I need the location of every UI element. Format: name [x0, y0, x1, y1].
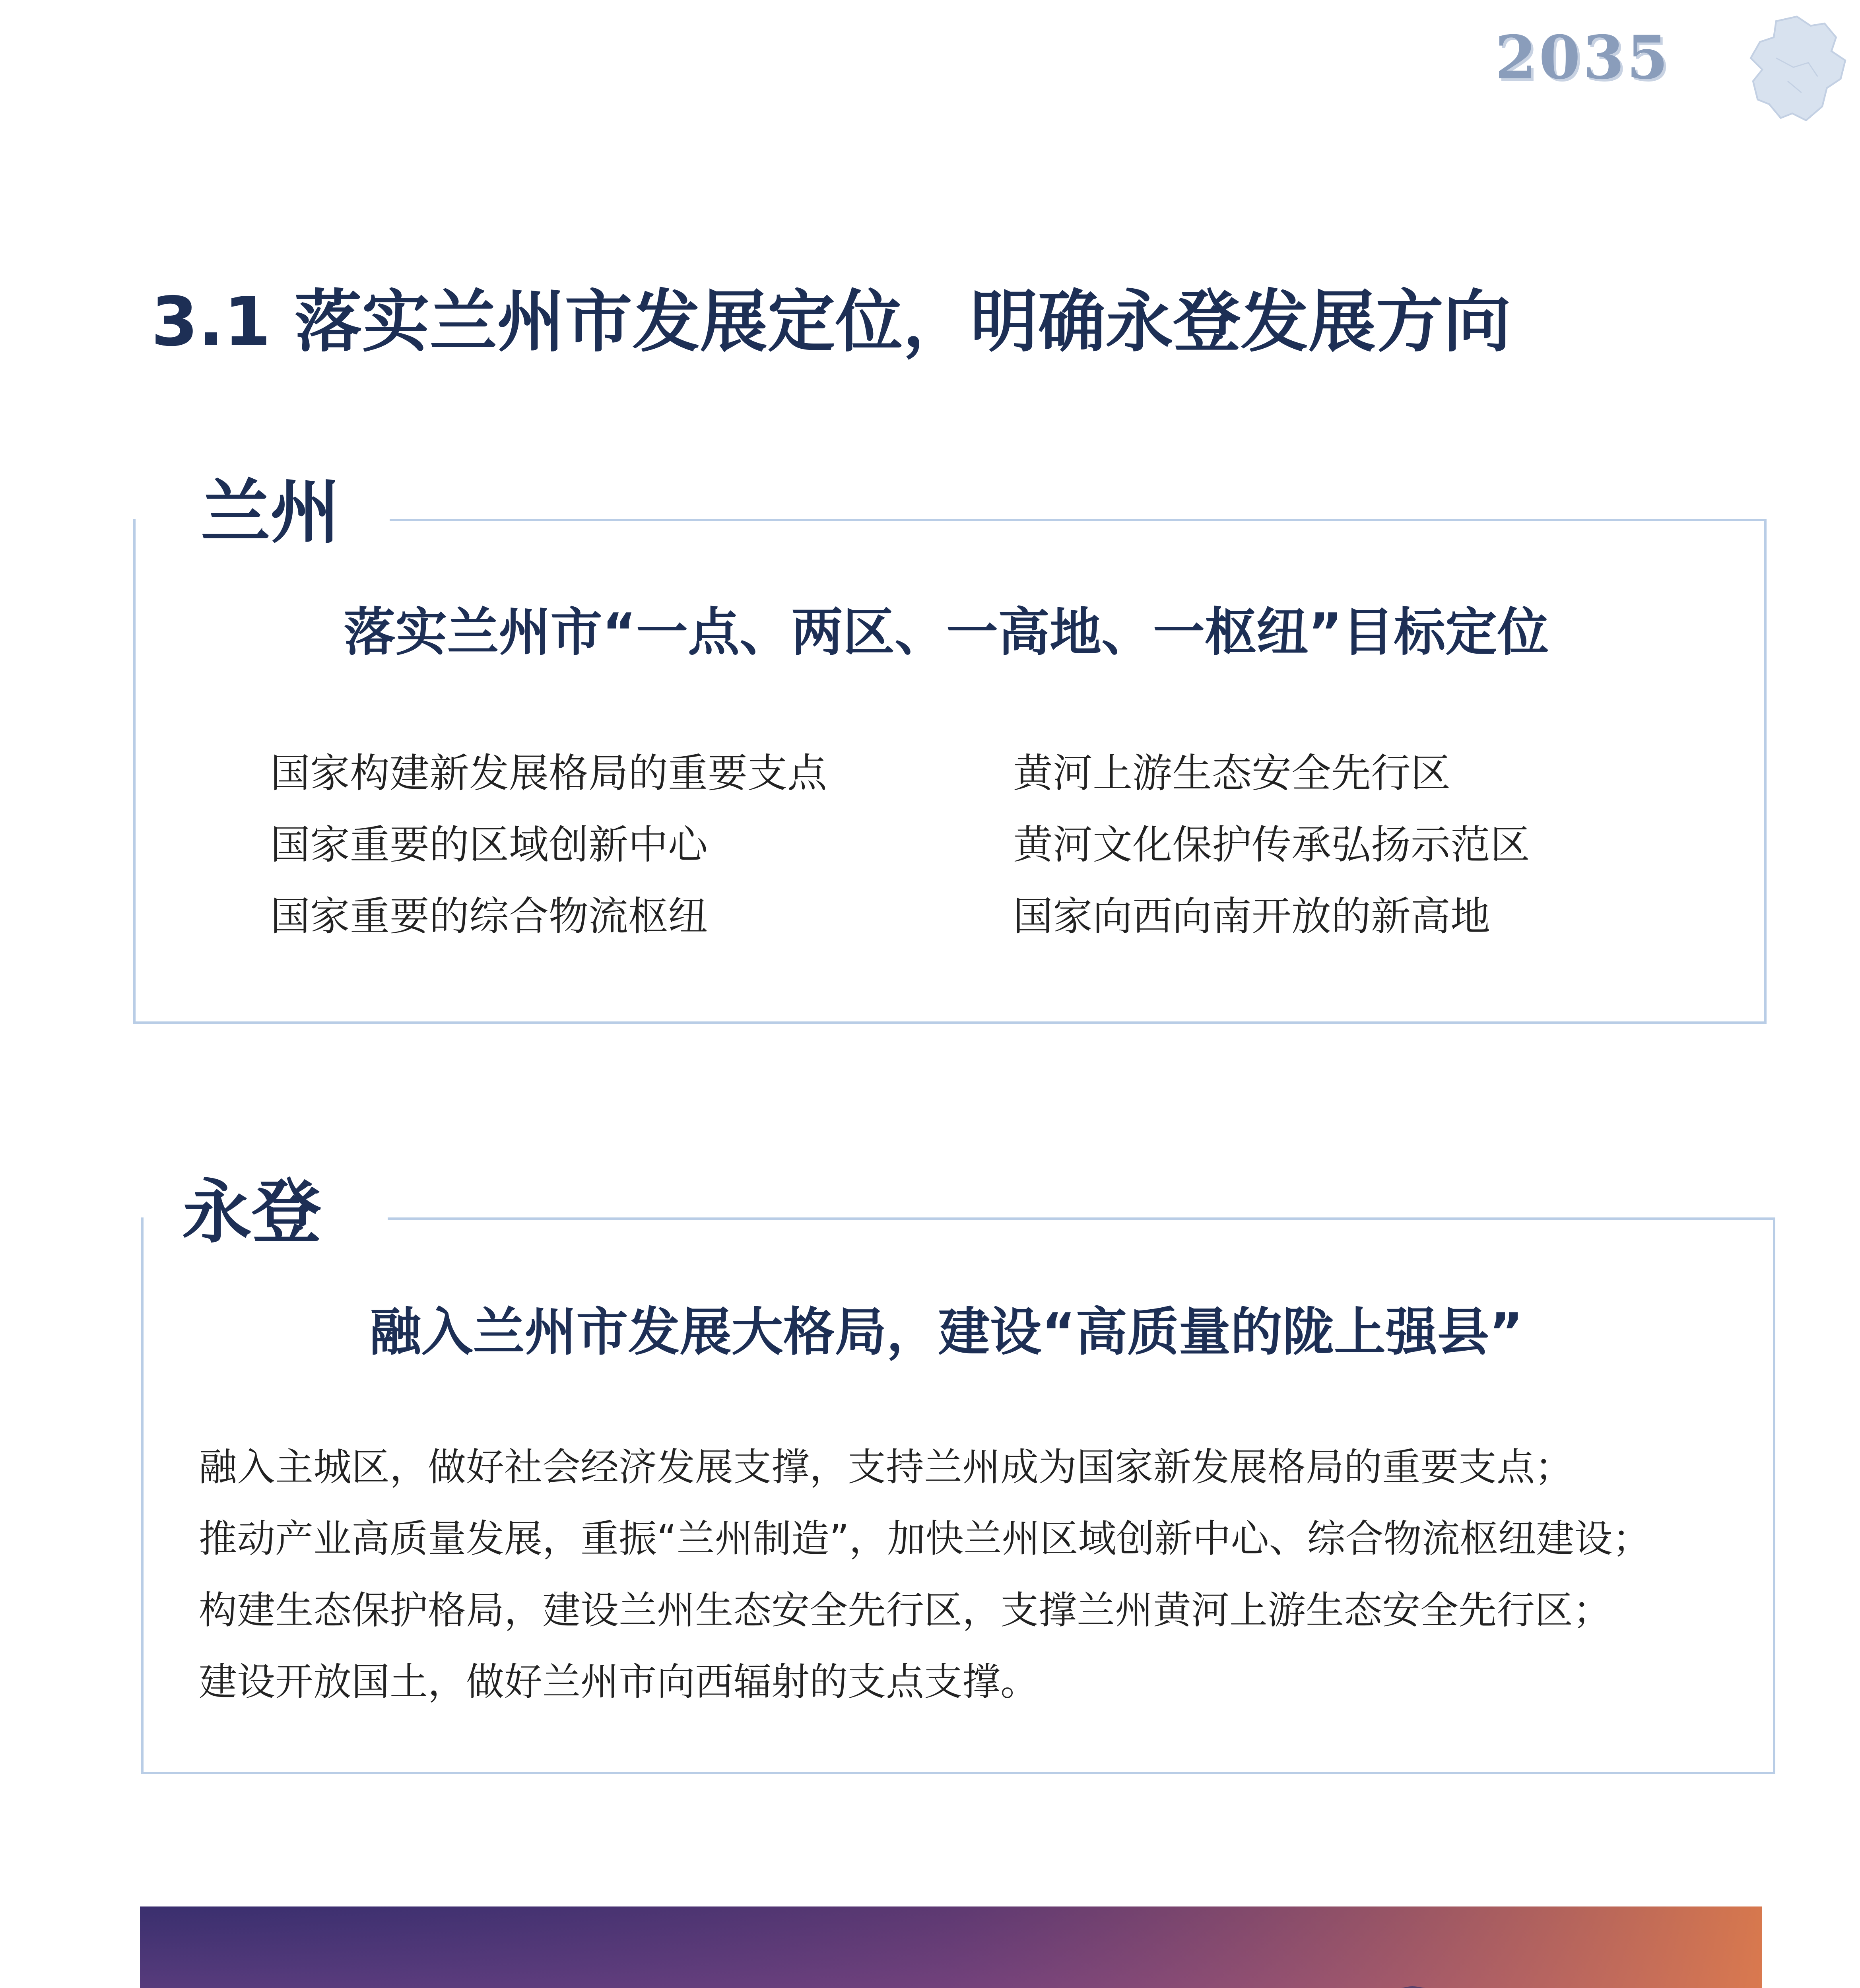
list-item: 黄河文化保护传承弘扬示范区	[1013, 821, 1530, 868]
list-item: 构建生态保护格局，建设兰州生态安全先行区，支撑兰州黄河上游生态安全先行区；	[199, 1588, 1611, 1633]
lanzhou-box-top-border	[390, 519, 1767, 521]
list-item: 国家重要的综合物流枢纽	[270, 893, 708, 940]
lanzhou-box-corner	[133, 519, 136, 539]
lanzhou-label: 兰州	[201, 472, 340, 553]
list-item: 国家向西向南开放的新高地	[1013, 893, 1490, 940]
list-item: 推动产业高质量发展，重振“兰州制造”，加快兰州区域创新中心、综合物流枢纽建设；	[199, 1516, 1651, 1561]
yongdeng-list	[199, 1431, 1769, 1718]
yongdeng-heading: 融入兰州市发展大格局，建设“高质量的陇上强县”	[369, 1302, 1523, 1362]
list-item: 国家重要的区域创新中心	[270, 821, 708, 868]
list-item: 建设开放国土，做好兰州市向西辐射的支点支撑。	[199, 1660, 1039, 1704]
lanzhou-heading: 落实兰州市“一点、两区、一高地、一枢纽”目标定位	[344, 602, 1549, 662]
lanzhou-right-list	[1013, 738, 1689, 952]
section-title: 3.1 落实兰州市发展定位，明确永登发展方向	[151, 283, 1511, 361]
city-night-photo	[140, 1906, 1762, 1988]
list-item: 融入主城区，做好社会经济发展支撑，支持兰州成为国家新发展格局的重要支点；	[199, 1445, 1573, 1489]
yongdeng-label: 永登	[182, 1172, 321, 1253]
yongdeng-box-corner	[141, 1217, 144, 1237]
yongdeng-box-top-border	[388, 1217, 1775, 1220]
brand-year: 2035	[1495, 23, 1671, 93]
list-item: 黄河上游生态安全先行区	[1013, 750, 1450, 796]
list-item: 国家构建新发展格局的重要支点	[270, 750, 827, 796]
lanzhou-left-list	[270, 738, 926, 952]
